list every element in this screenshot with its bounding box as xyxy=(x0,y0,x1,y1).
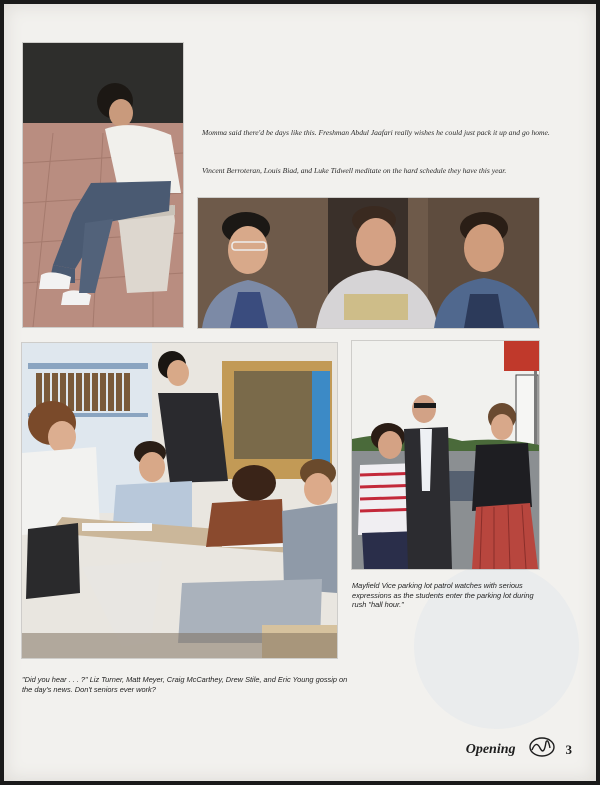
caption-vincent: Vincent Berroteran, Louis Biad, and Luke Tidwell meditate on the hard schedule they have this year. xyxy=(202,166,507,175)
photo-three-boys xyxy=(197,197,540,329)
photo-sad-freshman xyxy=(22,42,184,328)
section-label: Opening xyxy=(465,741,516,757)
photo-parking-patrol xyxy=(351,340,540,570)
page-number: 3 xyxy=(565,741,572,757)
caption-momma: Momma said there'd be days like this. Freshman Abdul Jaafari really wishes he could just pack it up and go home. xyxy=(202,128,550,137)
caption-mayfield: Mayfield Vice parking lot patrol watches with serious expressions as the students enter the parking lot during rush "hall hour." xyxy=(352,581,534,610)
photo-classroom xyxy=(21,342,338,659)
caption-didyou: "Did you hear . . . ?" Liz Turner, Matt Meyer, Craig McCarthey, Drew Stile, and Eric Young gossip on the day's news. Don't seniors ever work? xyxy=(22,675,348,694)
page-footer xyxy=(466,736,572,763)
yearbook-page xyxy=(4,4,596,781)
scribble-icon xyxy=(526,736,556,763)
